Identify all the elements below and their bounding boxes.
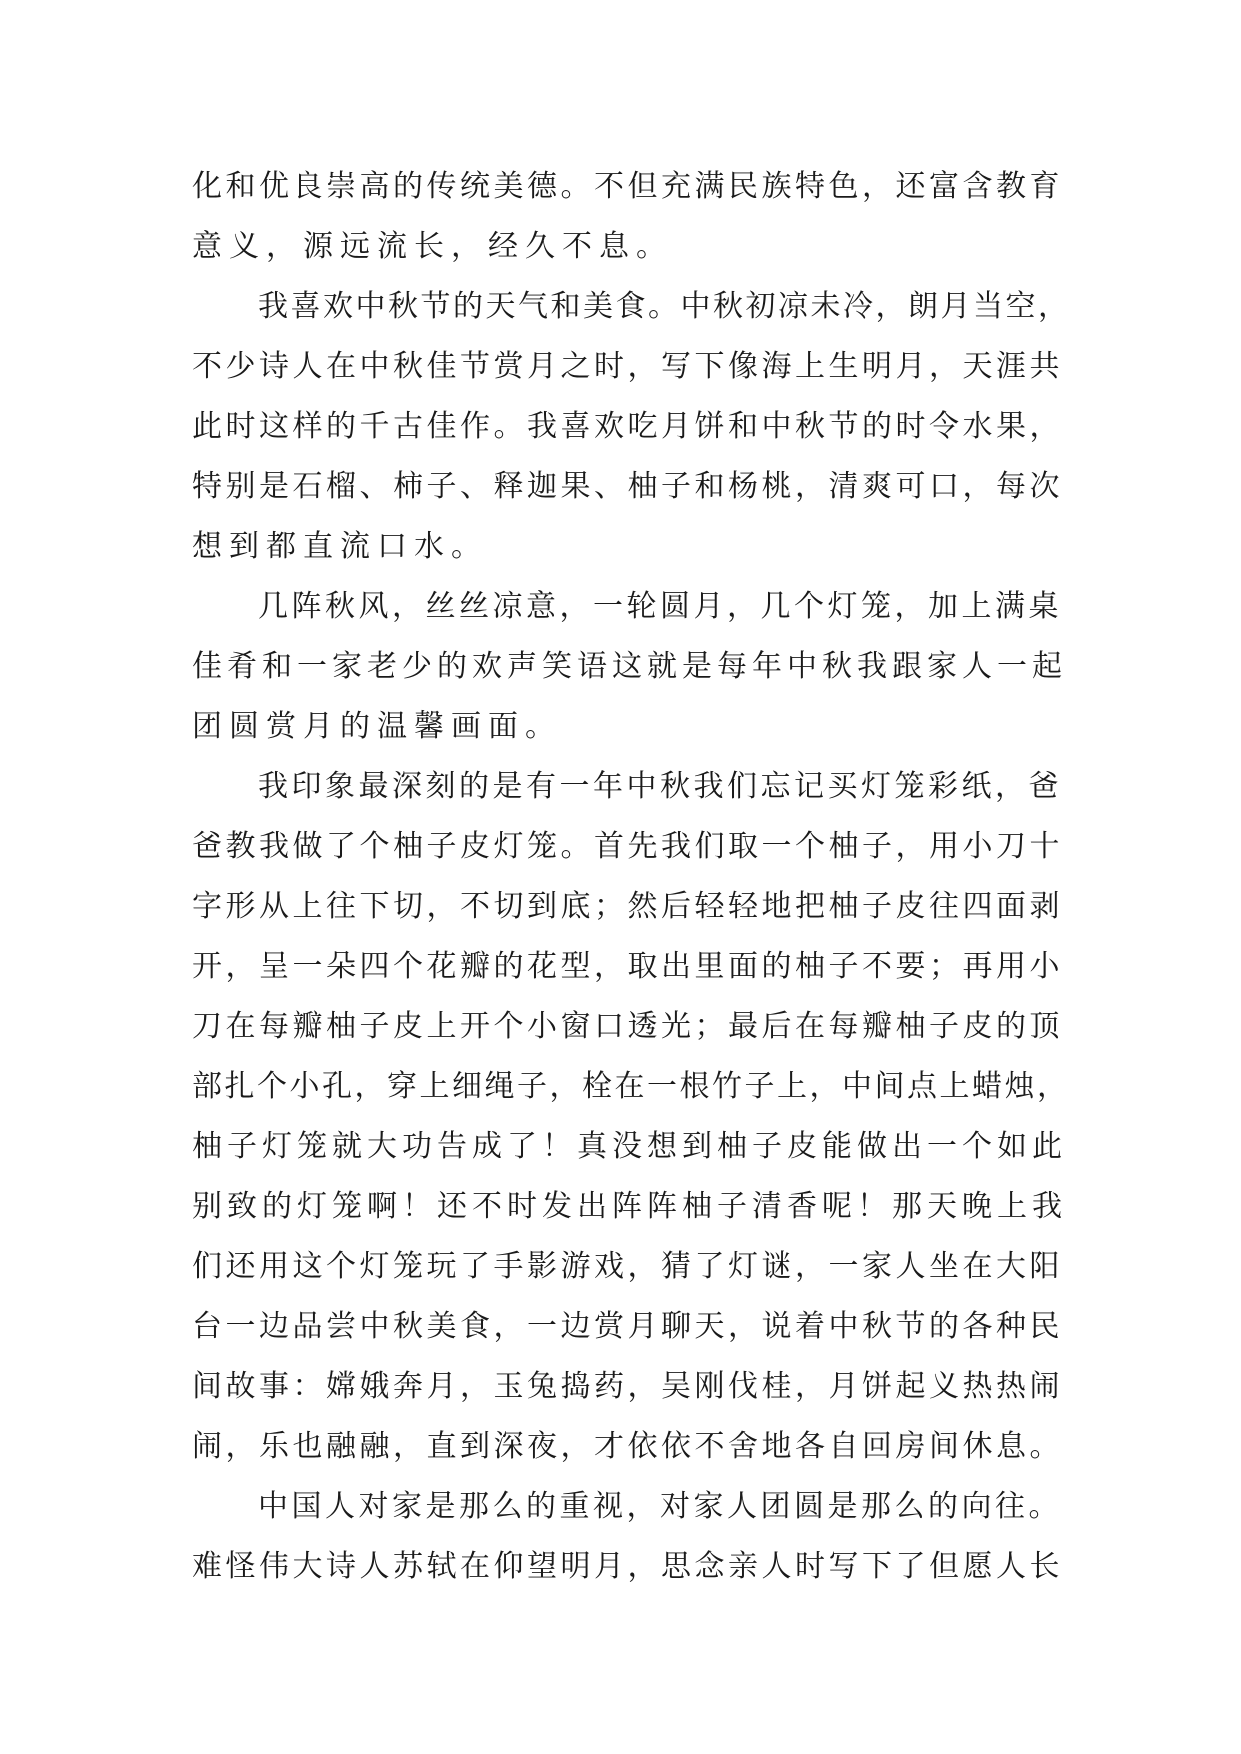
text-line: 化和优良崇高的传统美德。不但充满民族特色，还富含教育: [192, 169, 1063, 204]
text-line: 爸教我做了个柚子皮灯笼。首先我们取一个柚子，用小刀十: [192, 829, 1063, 864]
text-line: 特别是石榴、柿子、释迦果、柚子和杨桃，清爽可口，每次: [192, 469, 1063, 504]
text-line: 们还用这个灯笼玩了手影游戏，猜了灯谜，一家人坐在大阳: [192, 1249, 1063, 1284]
text-line: 此时这样的千古佳作。我喜欢吃月饼和中秋节的时令水果，: [192, 409, 1063, 444]
text-line: 别致的灯笼啊！还不时发出阵阵柚子清香呢！那天晚上我: [192, 1189, 1067, 1224]
text-line: 闹，乐也融融，直到深夜，才依依不舍地各自回房间休息。: [192, 1429, 1063, 1464]
paragraph-first-line: 我印象最深刻的是有一年中秋我们忘记买灯笼彩纸，爸: [258, 769, 1062, 804]
document-body-text: [192, 157, 1072, 1597]
text-line: 想到都直流口水。: [192, 529, 488, 564]
text-line: 柚子灯笼就大功告成了！真没想到柚子皮能做出一个如此: [192, 1129, 1067, 1164]
text-line: 意义，源远流长，经久不息。: [192, 229, 673, 264]
text-line: 台一边品尝中秋美食，一边赏月聊天，说着中秋节的各种民: [192, 1309, 1063, 1344]
text-line: 字形从上往下切，不切到底；然后轻轻地把柚子皮往四面剥: [192, 889, 1063, 924]
paragraph-first-line: 我喜欢中秋节的天气和美食。中秋初凉未冷，朗月当空，: [258, 289, 1071, 324]
text-line: 刀在每瓣柚子皮上开个小窗口透光；最后在每瓣柚子皮的顶: [192, 1009, 1063, 1044]
paragraph-first-line: 中国人对家是那么的重视，对家人团圆是那么的向往。: [258, 1489, 1062, 1524]
text-line: 间故事：嫦娥奔月，玉兔捣药，吴刚伐桂，月饼起义热热闹: [192, 1369, 1063, 1404]
text-line: 部扎个小孔，穿上细绳子，栓在一根竹子上，中间点上蜡烛，: [192, 1069, 1070, 1104]
text-line: 难怪伟大诗人苏轼在仰望明月，思念亲人时写下了但愿人长: [192, 1549, 1063, 1584]
text-line: 团圆赏月的温馨画面。: [192, 709, 562, 744]
text-line: 不少诗人在中秋佳节赏月之时，写下像海上生明月，天涯共: [192, 349, 1063, 384]
paragraph-first-line: 几阵秋风，丝丝凉意，一轮圆月，几个灯笼，加上满桌: [258, 589, 1062, 624]
text-line: 开，呈一朵四个花瓣的花型，取出里面的柚子不要；再用小: [192, 949, 1063, 984]
text-line: 佳肴和一家老少的欢声笑语这就是每年中秋我跟家人一起: [192, 649, 1067, 684]
